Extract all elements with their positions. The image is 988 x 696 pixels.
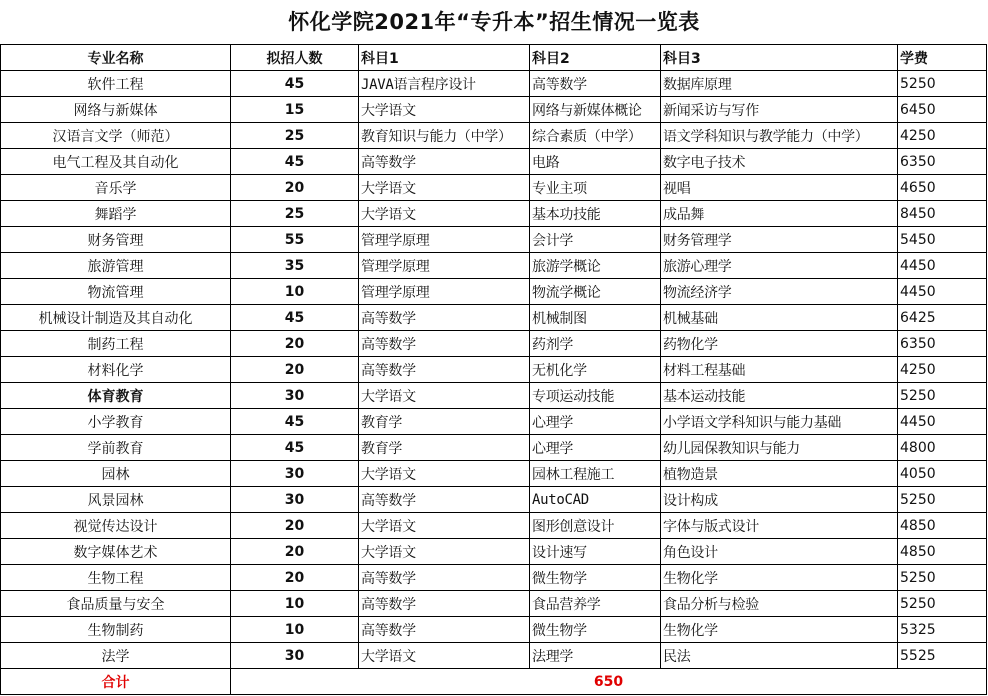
header-fee: 学费: [898, 45, 987, 71]
subject1-cell: 高等数学: [359, 357, 530, 383]
subject2-cell: 高等数学: [530, 71, 661, 97]
major-cell: 材料化学: [1, 357, 231, 383]
subject1-cell: 高等数学: [359, 149, 530, 175]
plan-cell: 10: [231, 591, 359, 617]
plan-cell: 35: [231, 253, 359, 279]
table-row: [1, 617, 987, 643]
fee-cell: 5250: [898, 383, 987, 409]
subject2-cell: 微生物学: [530, 617, 661, 643]
plan-cell: 30: [231, 383, 359, 409]
plan-cell: 20: [231, 357, 359, 383]
plan-cell: 20: [231, 513, 359, 539]
major-cell: 视觉传达设计: [1, 513, 231, 539]
fee-cell: 4250: [898, 123, 987, 149]
subject2-cell: 物流学概论: [530, 279, 661, 305]
fee-cell: 6350: [898, 149, 987, 175]
subject2-cell: 园林工程施工: [530, 461, 661, 487]
fee-cell: 6450: [898, 97, 987, 123]
subject1-cell: 管理学原理: [359, 227, 530, 253]
plan-cell: 30: [231, 643, 359, 669]
subject1-cell: 大学语文: [359, 643, 530, 669]
major-cell: 物流管理: [1, 279, 231, 305]
plan-cell: 30: [231, 461, 359, 487]
fee-cell: 5325: [898, 617, 987, 643]
subject3-cell: 生物化学: [661, 617, 898, 643]
subject1-cell: 高等数学: [359, 565, 530, 591]
subject1-cell: 高等数学: [359, 305, 530, 331]
major-cell: 财务管理: [1, 227, 231, 253]
subject3-cell: 植物造景: [661, 461, 898, 487]
total-value: 650: [231, 669, 987, 695]
subject3-cell: 财务管理学: [661, 227, 898, 253]
subject3-cell: 新闻采访与写作: [661, 97, 898, 123]
fee-cell: 5525: [898, 643, 987, 669]
table-row: [1, 591, 987, 617]
major-cell: 学前教育: [1, 435, 231, 461]
subject2-cell: 网络与新媒体概论: [530, 97, 661, 123]
table-row: [1, 461, 987, 487]
subject2-cell: 旅游学概论: [530, 253, 661, 279]
major-cell: 音乐学: [1, 175, 231, 201]
table-row: [1, 227, 987, 253]
subject3-cell: 基本运动技能: [661, 383, 898, 409]
fee-cell: 5450: [898, 227, 987, 253]
plan-cell: 20: [231, 331, 359, 357]
fee-cell: 5250: [898, 591, 987, 617]
header-subject1: 科目1: [359, 45, 530, 71]
table-row: [1, 279, 987, 305]
table-row: [1, 435, 987, 461]
subject1-cell: 大学语文: [359, 201, 530, 227]
major-cell: 园林: [1, 461, 231, 487]
subject1-cell: 大学语文: [359, 97, 530, 123]
fee-cell: 6350: [898, 331, 987, 357]
fee-cell: 6425: [898, 305, 987, 331]
fee-cell: 5250: [898, 71, 987, 97]
subject1-cell: 大学语文: [359, 175, 530, 201]
plan-cell: 45: [231, 409, 359, 435]
subject3-cell: 机械基础: [661, 305, 898, 331]
plan-cell: 25: [231, 201, 359, 227]
plan-cell: 30: [231, 487, 359, 513]
major-cell: 旅游管理: [1, 253, 231, 279]
plan-cell: 15: [231, 97, 359, 123]
subject2-cell: 药剂学: [530, 331, 661, 357]
subject1-cell: 教育学: [359, 409, 530, 435]
table-row: [1, 331, 987, 357]
subject1-cell: 高等数学: [359, 487, 530, 513]
subject3-cell: 设计构成: [661, 487, 898, 513]
table-row: [1, 305, 987, 331]
subject3-cell: 成品舞: [661, 201, 898, 227]
plan-cell: 45: [231, 71, 359, 97]
plan-cell: 45: [231, 435, 359, 461]
major-cell: 体育教育: [1, 383, 231, 409]
plan-cell: 45: [231, 305, 359, 331]
header-subject3: 科目3: [661, 45, 898, 71]
subject1-cell: 管理学原理: [359, 279, 530, 305]
table-row: [1, 71, 987, 97]
subject1-cell: 高等数学: [359, 331, 530, 357]
subject1-cell: 大学语文: [359, 513, 530, 539]
table-row: [1, 565, 987, 591]
subject1-cell: 大学语文: [359, 539, 530, 565]
subject2-cell: 心理学: [530, 409, 661, 435]
subject3-cell: 幼儿园保教知识与能力: [661, 435, 898, 461]
table-row: [1, 539, 987, 565]
major-cell: 机械设计制造及其自动化: [1, 305, 231, 331]
major-cell: 食品质量与安全: [1, 591, 231, 617]
table-row: [1, 513, 987, 539]
fee-cell: 4850: [898, 513, 987, 539]
fee-cell: 8450: [898, 201, 987, 227]
subject2-cell: 专项运动技能: [530, 383, 661, 409]
major-cell: 法学: [1, 643, 231, 669]
subject1-cell: 大学语文: [359, 383, 530, 409]
table-header-row: [1, 45, 987, 71]
fee-cell: 4450: [898, 409, 987, 435]
fee-cell: 5250: [898, 565, 987, 591]
subject3-cell: 民法: [661, 643, 898, 669]
enrollment-table: [0, 44, 987, 695]
page-title: 怀化学院2021年“专升本”招生情况一览表: [288, 10, 700, 34]
subject3-cell: 食品分析与检验: [661, 591, 898, 617]
plan-cell: 55: [231, 227, 359, 253]
plan-cell: 20: [231, 539, 359, 565]
subject3-cell: 小学语文学科知识与能力基础: [661, 409, 898, 435]
subject3-cell: 数字电子技术: [661, 149, 898, 175]
table-row: [1, 253, 987, 279]
subject1-cell: 高等数学: [359, 591, 530, 617]
subject1-cell: 大学语文: [359, 461, 530, 487]
table-row: [1, 97, 987, 123]
subject1-cell: 教育知识与能力（中学）: [359, 123, 530, 149]
major-cell: 电气工程及其自动化: [1, 149, 231, 175]
plan-cell: 20: [231, 175, 359, 201]
table-row: [1, 409, 987, 435]
fee-cell: 4650: [898, 175, 987, 201]
fee-cell: 4800: [898, 435, 987, 461]
header-subject2: 科目2: [530, 45, 661, 71]
major-cell: 制药工程: [1, 331, 231, 357]
subject3-cell: 生物化学: [661, 565, 898, 591]
subject2-cell: 会计学: [530, 227, 661, 253]
subject2-cell: 微生物学: [530, 565, 661, 591]
fee-cell: 4250: [898, 357, 987, 383]
table-row: [1, 123, 987, 149]
major-cell: 舞蹈学: [1, 201, 231, 227]
subject3-cell: 视唱: [661, 175, 898, 201]
subject1-cell: 教育学: [359, 435, 530, 461]
total-row: [1, 669, 987, 695]
subject1-cell: 高等数学: [359, 617, 530, 643]
major-cell: 数字媒体艺术: [1, 539, 231, 565]
subject3-cell: 旅游心理学: [661, 253, 898, 279]
subject3-cell: 材料工程基础: [661, 357, 898, 383]
major-cell: 生物工程: [1, 565, 231, 591]
subject3-cell: 药物化学: [661, 331, 898, 357]
subject2-cell: 心理学: [530, 435, 661, 461]
subject3-cell: 语文学科知识与教学能力（中学）: [661, 123, 898, 149]
plan-cell: 10: [231, 617, 359, 643]
subject2-cell: 食品营养学: [530, 591, 661, 617]
fee-cell: 4450: [898, 253, 987, 279]
major-cell: 汉语言文学（师范）: [1, 123, 231, 149]
subject3-cell: 数据库原理: [661, 71, 898, 97]
major-cell: 网络与新媒体: [1, 97, 231, 123]
subject2-cell: 无机化学: [530, 357, 661, 383]
major-cell: 软件工程: [1, 71, 231, 97]
fee-cell: 4050: [898, 461, 987, 487]
table-row: [1, 175, 987, 201]
subject2-cell: 设计速写: [530, 539, 661, 565]
subject2-cell: 电路: [530, 149, 661, 175]
table-row: [1, 383, 987, 409]
subject1-cell: 管理学原理: [359, 253, 530, 279]
table-row: [1, 357, 987, 383]
subject2-cell: 综合素质（中学）: [530, 123, 661, 149]
subject2-cell: 机械制图: [530, 305, 661, 331]
subject2-cell: 法理学: [530, 643, 661, 669]
plan-cell: 20: [231, 565, 359, 591]
plan-cell: 25: [231, 123, 359, 149]
subject3-cell: 物流经济学: [661, 279, 898, 305]
fee-cell: 4850: [898, 539, 987, 565]
subject2-cell: AutoCAD: [530, 487, 661, 513]
subject2-cell: 图形创意设计: [530, 513, 661, 539]
table-row: [1, 149, 987, 175]
subject3-cell: 字体与版式设计: [661, 513, 898, 539]
major-cell: 风景园林: [1, 487, 231, 513]
table-row: [1, 643, 987, 669]
fee-cell: 5250: [898, 487, 987, 513]
subject2-cell: 基本功技能: [530, 201, 661, 227]
subject3-cell: 角色设计: [661, 539, 898, 565]
table-row: [1, 201, 987, 227]
table-row: [1, 487, 987, 513]
header-plan: 拟招人数: [231, 45, 359, 71]
fee-cell: 4450: [898, 279, 987, 305]
total-label: 合计: [1, 669, 231, 695]
subject2-cell: 专业主项: [530, 175, 661, 201]
plan-cell: 10: [231, 279, 359, 305]
plan-cell: 45: [231, 149, 359, 175]
major-cell: 小学教育: [1, 409, 231, 435]
subject1-cell: JAVA语言程序设计: [359, 71, 530, 97]
major-cell: 生物制药: [1, 617, 231, 643]
header-major: 专业名称: [1, 45, 231, 71]
